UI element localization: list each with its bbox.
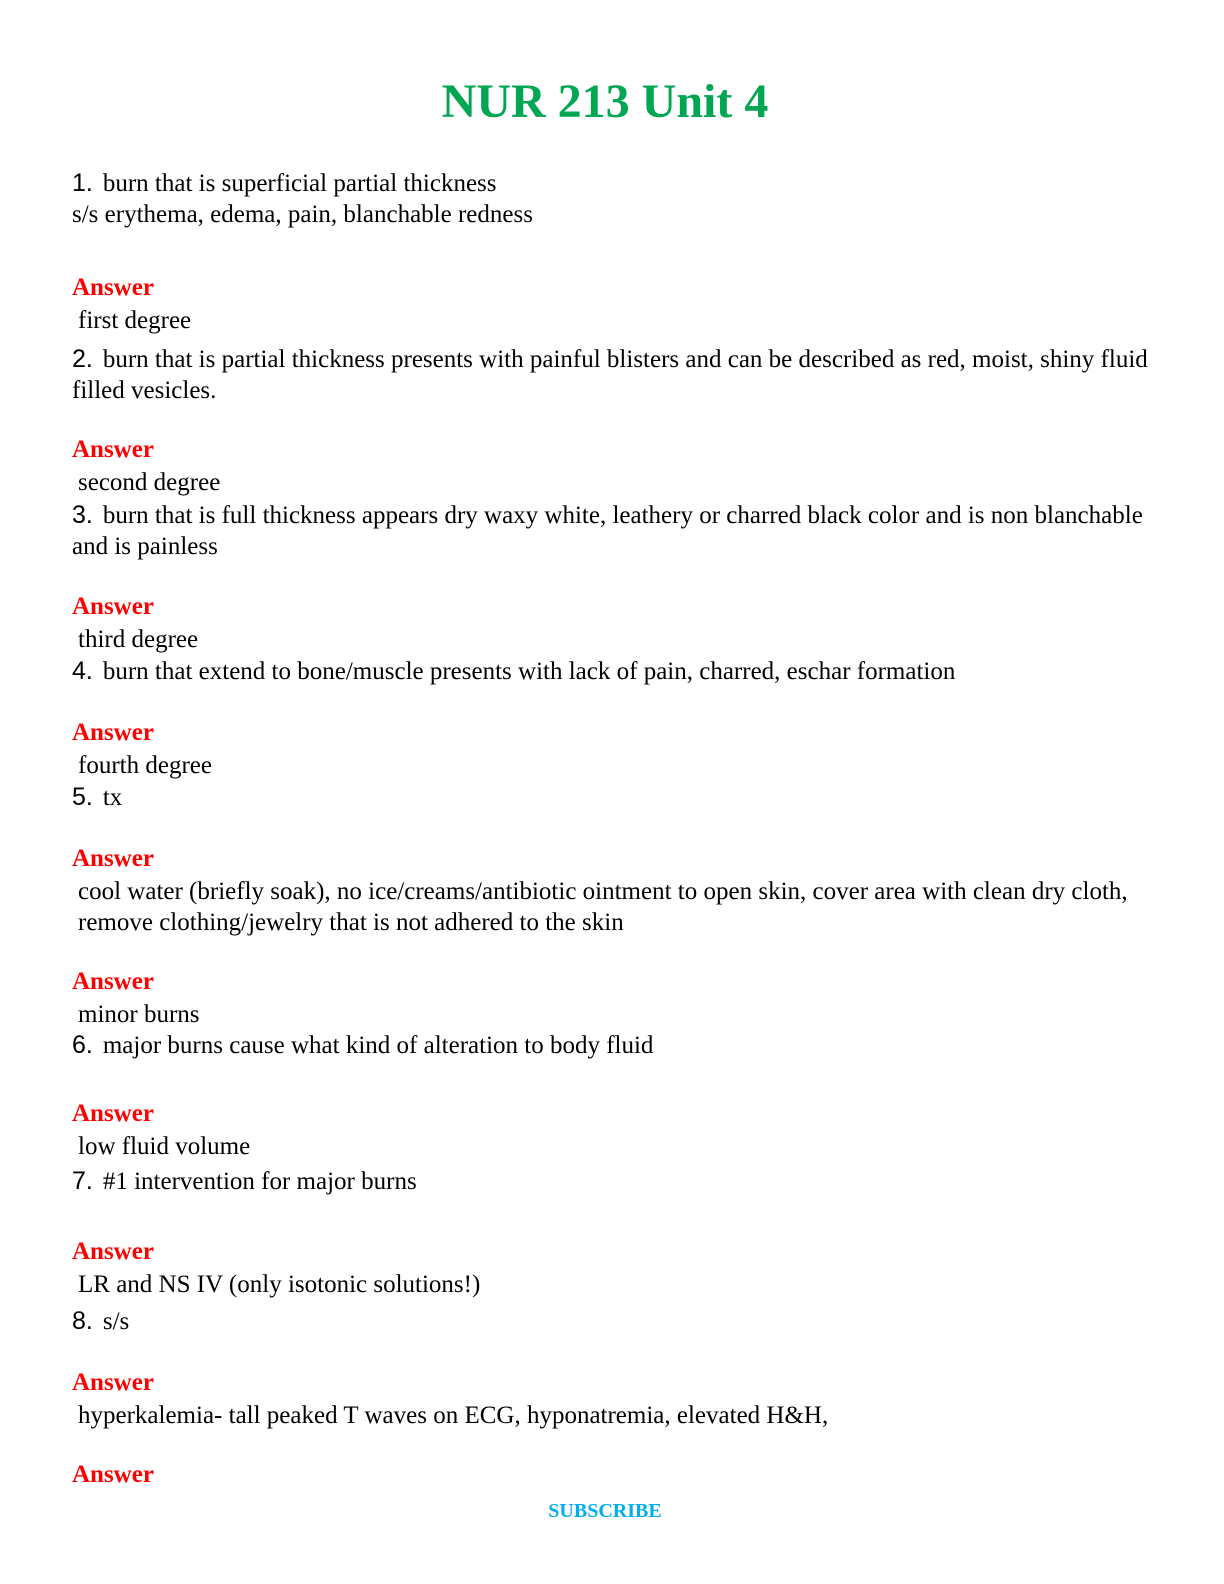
question-item [72,344,1152,406]
question-text [72,656,1152,687]
question-number: 2. [72,345,93,373]
answer-block [72,717,1152,781]
question-item [72,1306,1152,1337]
question-body: burn that is full thickness appears dry waxy white, leathery or charred black color and is non blanchable and is painless [72,502,1143,560]
answer-label: Answer [72,274,154,301]
answer-block [72,1459,1152,1490]
question-body: s/s [102,1308,130,1335]
question-number: 6. [72,1031,93,1059]
answer-text: fourth degree [78,752,212,779]
question-item [72,782,1152,813]
question-body: burn that is superficial partial thickness s/s erythema, edema, pain, blanchable redness [72,170,533,228]
question-number: 8. [72,1307,93,1335]
question-text [72,344,1152,406]
question-text [72,782,1152,813]
answer-label: Answer [72,436,154,463]
answer-label: Answer [72,593,154,620]
answer-block [72,966,1152,1030]
question-item [72,1030,1152,1061]
question-body: #1 intervention for major burns [102,1168,417,1195]
answer-block [72,843,1152,938]
question-item [72,500,1152,562]
answer-block [72,1367,1152,1431]
answer-text: LR and NS IV (only isotonic solutions!) [78,1271,481,1298]
question-body: major burns cause what kind of alteration to body fluid [102,1032,654,1059]
answer-label: Answer [72,845,154,872]
answer-block [72,434,1152,498]
answer-block [72,1098,1152,1162]
answer-text: hyperkalemia- tall peaked T waves on ECG, hyponatremia, elevated H&H, [78,1402,829,1429]
question-number: 4. [72,657,93,685]
answer-label: Answer [72,1238,154,1265]
question-body: burn that is partial thickness presents with painful blisters and can be described as red, moist, shiny fluid filled vesicles. [72,346,1148,404]
question-number: 1. [72,169,93,197]
question-item [72,656,1152,687]
question-text [72,1306,1152,1337]
question-number: 3. [72,501,93,529]
question-item [72,168,1152,230]
question-number: 7. [72,1167,93,1195]
answer-label: Answer [72,1100,154,1127]
answer-label: Answer [72,719,154,746]
answer-text: second degree [78,469,221,496]
question-item [72,1166,1152,1197]
question-text [72,1166,1152,1197]
answer-text: minor burns [78,1001,200,1028]
answer-text: third degree [78,626,199,653]
answer-label: Answer [72,1369,154,1396]
answer-label: Answer [72,968,154,995]
answer-block [72,591,1152,655]
question-text [72,500,1152,562]
question-body: tx [102,784,123,811]
answer-text: cool water (briefly soak), no ice/creams/antibiotic ointment to open skin, cover area with clean dry cloth, remove clothing/jewelry that is not adhered to the skin [78,878,1128,936]
answer-label: Answer [72,1461,154,1488]
answer-block [72,272,1152,336]
question-body: burn that extend to bone/muscle presents with lack of pain, charred, eschar formation [102,658,956,685]
answer-block [72,1236,1152,1300]
answer-text: low fluid volume [78,1133,251,1160]
subscribe-link[interactable]: SUBSCRIBE [548,1500,662,1522]
question-text [72,168,1152,230]
page-title: NUR 213 Unit 4 [441,75,769,128]
question-number: 5. [72,783,93,811]
answer-text: first degree [78,307,192,334]
question-text [72,1030,1152,1061]
